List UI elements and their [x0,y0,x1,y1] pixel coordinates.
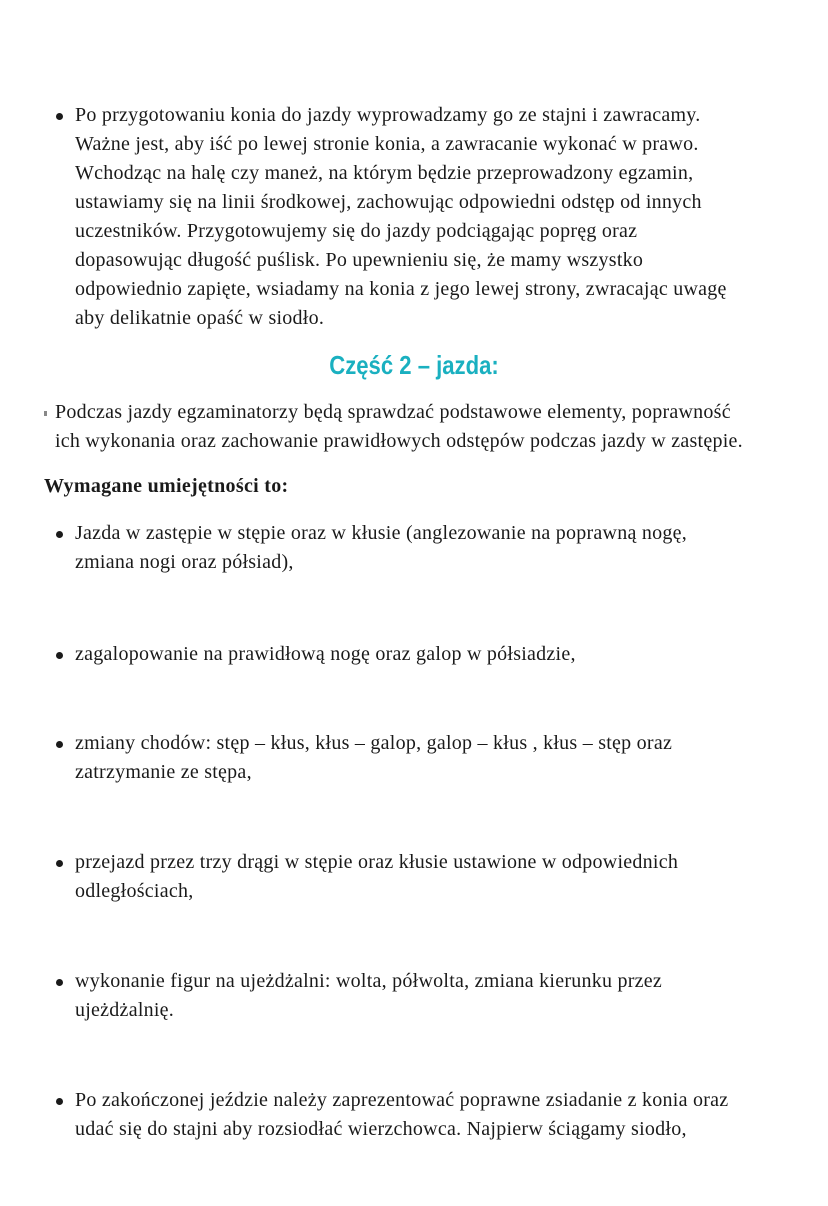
bullet-icon [56,741,63,748]
text-line: Wchodząc na halę czy maneż, na którym będzie przeprowadzony egzamin, [75,162,694,184]
text-line: Ważne jest, aby iść po lewej stronie konia, a zawracanie wykonać w prawo. [75,133,699,155]
intro-bullet-text [75,101,727,333]
bullet-icon [56,113,63,120]
text-line: zmiany chodów: stęp – kłus, kłus – galop, galop – kłus , kłus – stęp oraz [75,732,673,754]
section-heading: Część 2 – jazda: [329,350,499,380]
skill-item [75,519,687,577]
small-bullet-icon [44,411,47,416]
text-line: ujeżdżalnię. [75,999,175,1021]
text-line: odległościach, [75,880,194,902]
bullet-icon [56,531,63,538]
text-line: przejazd przez trzy drągi w stępie oraz kłusie ustawione w odpowiednich [75,851,679,873]
skill-item [75,640,576,669]
bullet-icon [56,860,63,867]
text-line: zmiana nogi oraz półsiad), [75,551,294,573]
text-line: uczestników. Przygotowujemy się do jazdy podciągając popręg oraz [75,220,638,242]
text-line: Po zakończonej jeździe należy zaprezentować poprawne zsiadanie z konia oraz [75,1089,729,1111]
text-line: Jazda w zastępie w stępie oraz w kłusie (anglezowanie na poprawną nogę, [75,522,687,544]
skill-item [75,1086,728,1144]
bullet-icon [56,979,63,986]
text-line: aby delikatnie opaść w siodło. [75,307,325,329]
text-line: wykonanie figur na ujeżdżalni: wolta, półwolta, zmiana kierunku przez [75,970,663,992]
text-line: zatrzymanie ze stępa, [75,761,252,783]
section-intro-text [55,398,743,456]
text-line: Podczas jazdy egzaminatorzy będą sprawdzać podstawowe elementy, poprawność [55,401,731,423]
text-line: ich wykonania oraz zachowanie prawidłowych odstępów podczas jazdy w zastępie. [55,430,743,452]
bullet-icon [56,1098,63,1105]
text-line: odpowiednio zapięte, wsiadamy na konia z jego lewej strony, zwracając uwagę [75,278,727,300]
skill-item [75,729,672,787]
text-line: Po przygotowaniu konia do jazdy wyprowadzamy go ze stajni i zawracamy. [75,104,701,126]
text-line: dopasowując długość puślisk. Po upewnieniu się, że mamy wszystko [75,249,644,271]
skills-heading: Wymagane umiejętności to: [44,475,289,497]
text-line: udać się do stajni aby rozsiodłać wierzchowca. Najpierw ściągamy siodło, [75,1118,687,1140]
skill-item [75,967,662,1025]
text-line: zagalopowanie na prawidłową nogę oraz galop w półsiadzie, [75,643,576,665]
skill-item [75,848,678,906]
text-line: ustawiamy się na linii środkowej, zachowując odpowiedni odstęp od innych [75,191,702,213]
bullet-icon [56,652,63,659]
